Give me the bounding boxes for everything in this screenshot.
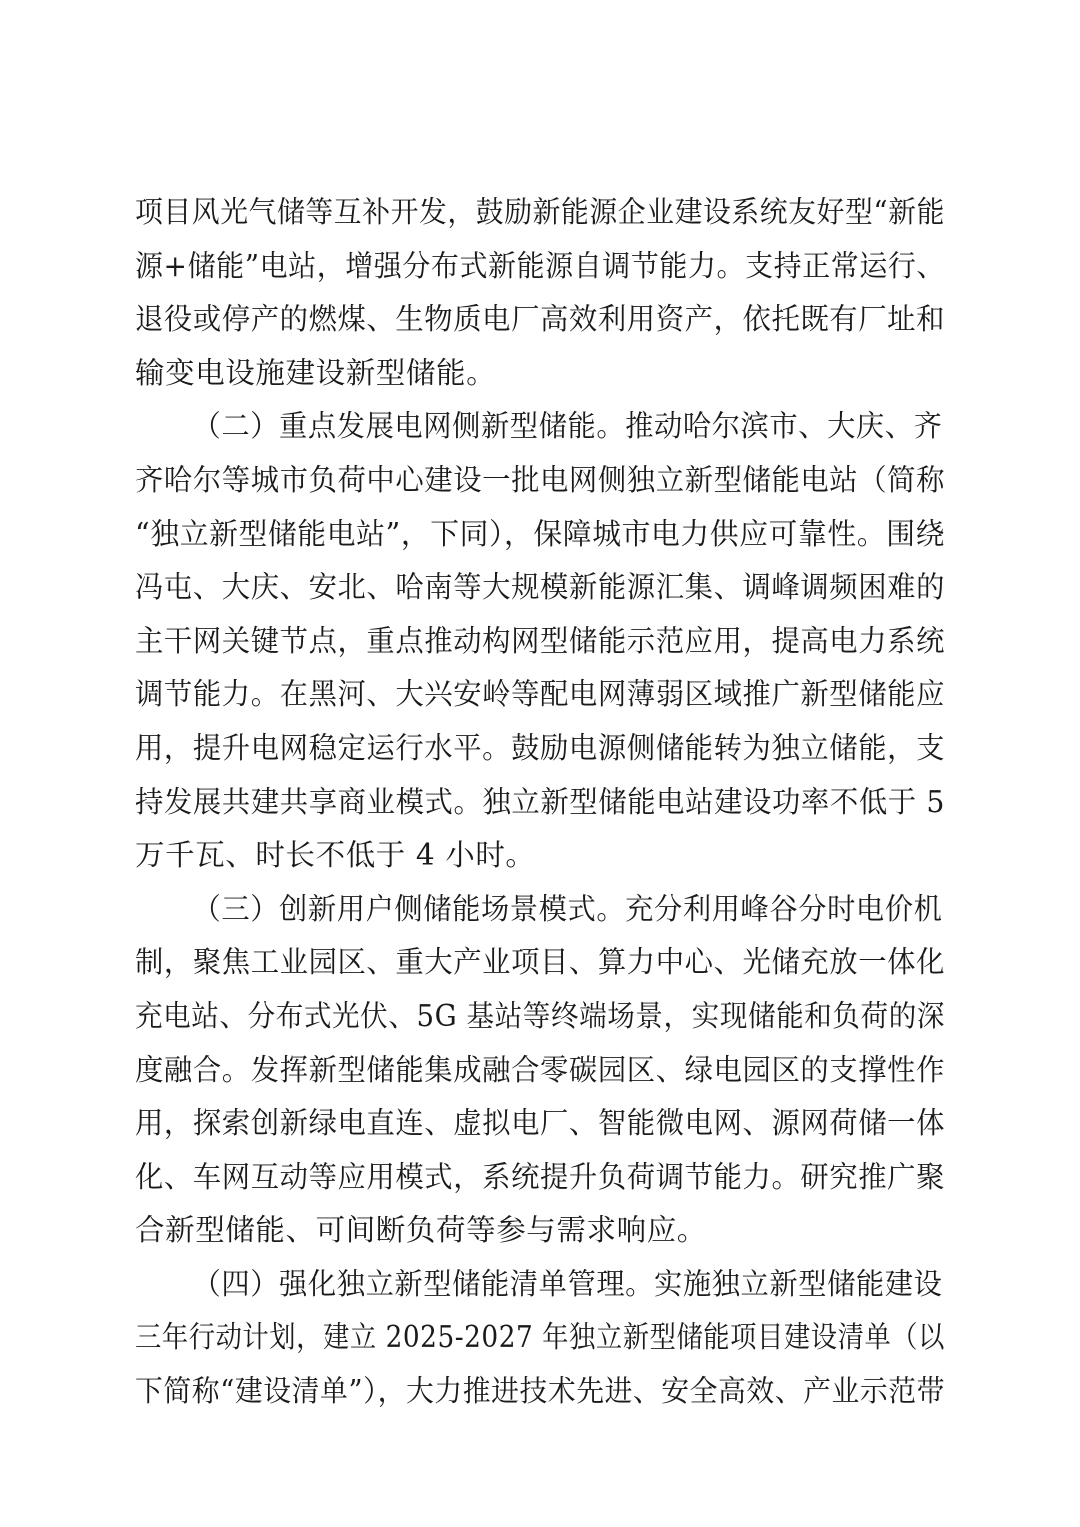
paragraph-line: 合新型储能、可间断负荷等参与需求响应。: [135, 1213, 707, 1248]
paragraph-line: （二）重点发展电网侧新型储能。推动哈尔滨市、大庆、齐: [192, 409, 943, 444]
paragraph-line: 输变电设施建设新型储能。: [135, 355, 497, 390]
paragraph-line: 用，提升电网稳定运行水平。鼓励电源侧储能转为独立储能，支: [135, 730, 946, 765]
paragraph-line: 下简称“建设清单”），大力推进技术先进、安全高效、产业示范带: [135, 1374, 946, 1409]
paragraph-line: 化、车网互动等应用模式，系统提升负荷调节能力。研究推广聚: [135, 1159, 946, 1194]
body-text: [135, 186, 945, 1419]
paragraph-line: 冯屯、大庆、安北、哈南等大规模新能源汇集、调峰调频困难的: [135, 570, 946, 605]
paragraph-line: 万千瓦、时长不低于 4 小时。: [135, 838, 536, 873]
paragraph-line: 三年行动计划，建立 2025-2027 年独立新型储能项目建设清单（以: [135, 1320, 946, 1355]
paragraph-line: 调节能力。在黑河、大兴安岭等配电网薄弱区域推广新型储能应: [135, 677, 946, 712]
paragraph-line: “独立新型储能电站”，下同），保障城市电力供应可靠性。围绕: [135, 516, 946, 551]
paragraph-line: 制，聚焦工业园区、重大产业项目、算力中心、光储充放一体化: [135, 945, 946, 980]
paragraph-line: 充电站、分布式光伏、5G 基站等终端场景，实现储能和负荷的深: [135, 998, 946, 1033]
paragraph-line: 退役或停产的燃煤、生物质电厂高效利用资产，依托既有厂址和: [135, 302, 946, 337]
paragraph-line: 源+储能”电站，增强分布式新能源自调节能力。支持正常运行、: [135, 248, 945, 283]
paragraph-line: 主干网关键节点，重点推动构网型储能示范应用，提高电力系统: [135, 623, 946, 658]
paragraph-line: 度融合。发挥新型储能集成融合零碳园区、绿电园区的支撑性作: [135, 1052, 946, 1087]
paragraph-line: 项目风光气储等互补开发，鼓励新能源企业建设系统友好型“新能: [135, 195, 945, 229]
paragraph-line: 用，探索创新绿电直连、虚拟电厂、智能微电网、源网荷储一体: [135, 1106, 946, 1141]
paragraph-line: 齐哈尔等城市负荷中心建设一批电网侧独立新型储能电站（简称: [135, 462, 946, 497]
paragraph-line: （三）创新用户侧储能场景模式。充分利用峰谷分时电价机: [192, 891, 943, 926]
paragraph-line: （四）强化独立新型储能清单管理。实施独立新型储能建设: [192, 1266, 943, 1301]
paragraph-line: 持发展共建共享商业模式。独立新型储能电站建设功率不低于 5: [135, 784, 945, 819]
